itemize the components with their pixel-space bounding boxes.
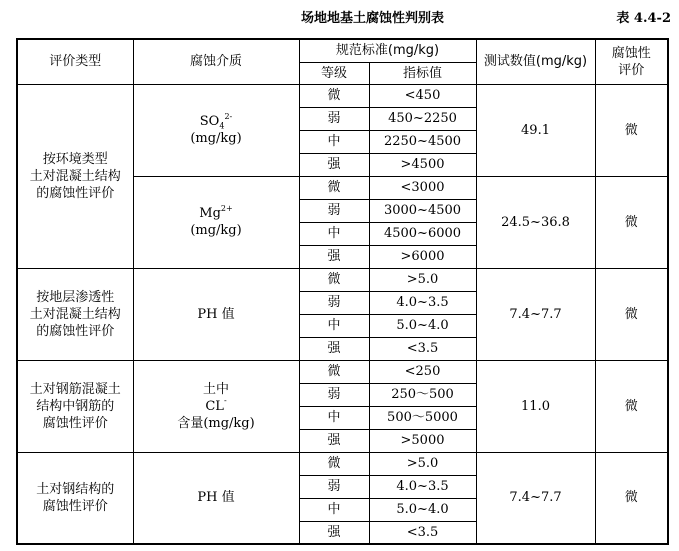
header-index: 指标值: [369, 62, 476, 84]
index-value-cell: <3000: [369, 176, 476, 199]
header-evaluation-line: 腐蚀性: [611, 45, 651, 61]
grade-cell: 中: [299, 222, 369, 245]
header-grade: 等级: [299, 62, 369, 84]
index-value-cell: <450: [369, 84, 476, 107]
evaluation-type-line: 腐蚀性评价: [42, 415, 108, 431]
grade-cell: 弱: [299, 383, 369, 406]
index-value-cell: 5.0~4.0: [369, 498, 476, 521]
grade-cell: 强: [299, 245, 369, 268]
evaluation-type-line: 按环境类型: [42, 151, 108, 167]
measured-value-cell: 11.0: [476, 360, 595, 452]
measured-value-cell: 7.4~7.7: [476, 452, 595, 544]
index-value-cell: <250: [369, 360, 476, 383]
evaluation-type-line: 按地层渗透性: [36, 289, 115, 305]
grade-cell: 微: [299, 268, 369, 291]
grade-cell: 中: [299, 130, 369, 153]
table-title: 场地地基土腐蚀性判别表: [301, 11, 445, 26]
evaluation-type-line: 土对钢结构的: [36, 481, 115, 497]
medium-name-line: PH 值: [197, 306, 235, 322]
medium-name: $SO_4^{2-}$: [199, 111, 233, 131]
grade-cell: 微: [299, 176, 369, 199]
header-row: [17, 39, 668, 62]
medium-superscript: -: [223, 396, 227, 406]
evaluation-type-line: 的腐蚀性评价: [36, 185, 115, 201]
evaluation-type-line: 土对混凝土结构: [29, 168, 121, 184]
index-value-cell: >6000: [369, 245, 476, 268]
grade-cell: 强: [299, 337, 369, 360]
evaluation-type-line: 结构中钢筋的: [36, 398, 115, 414]
header-evaluation-line: 评价: [618, 62, 645, 78]
evaluation-type-cell: [17, 452, 133, 544]
index-value-cell: 500～5000: [369, 406, 476, 429]
evaluation-type-cell: [17, 360, 133, 452]
evaluation-type-cell: [17, 84, 133, 268]
index-value-cell: >5.0: [369, 452, 476, 475]
medium-superscript: 2-: [224, 111, 233, 121]
corrosive-medium-cell: [133, 452, 299, 544]
measured-value-cell: 7.4~7.7: [476, 268, 595, 360]
corrosivity-evaluation-cell: 微: [595, 84, 668, 176]
grade-cell: 弱: [299, 291, 369, 314]
medium-name: $Mg^{2+}$: [199, 203, 233, 221]
grade-cell: 强: [299, 153, 369, 176]
header-evaluation: [595, 39, 668, 84]
table-row: [17, 268, 668, 291]
corrosivity-evaluation-cell: 微: [595, 360, 668, 452]
header-type: 评价类型: [17, 39, 133, 84]
corrosive-medium-cell: [133, 176, 299, 268]
index-value-cell: >4500: [369, 153, 476, 176]
header-standard: 规范标准(mg/kg): [299, 39, 476, 62]
evaluation-type-cell: [17, 268, 133, 360]
index-value-cell: 3000~4500: [369, 199, 476, 222]
corrosivity-evaluation-cell: 微: [595, 452, 668, 544]
grade-cell: 弱: [299, 199, 369, 222]
corrosivity-table: [16, 38, 669, 545]
measured-value-cell: 49.1: [476, 84, 595, 176]
medium-name-line: 土中: [202, 381, 229, 397]
index-value-cell: 4.0~3.5: [369, 475, 476, 498]
index-value-cell: <3.5: [369, 521, 476, 544]
index-value-cell: 250～500: [369, 383, 476, 406]
index-value-cell: 4.0~3.5: [369, 291, 476, 314]
evaluation-type-line: 土对钢筋混凝土: [29, 381, 121, 397]
header-medium: 腐蚀介质: [133, 39, 299, 84]
corrosivity-evaluation-cell: 微: [595, 268, 668, 360]
index-value-cell: 2250~4500: [369, 130, 476, 153]
table-row: [17, 84, 668, 107]
medium-name-line: CL-: [205, 396, 227, 414]
grade-cell: 弱: [299, 107, 369, 130]
index-value-cell: <3.5: [369, 337, 476, 360]
grade-cell: 微: [299, 452, 369, 475]
grade-cell: 微: [299, 360, 369, 383]
grade-cell: 强: [299, 429, 369, 452]
table-row: [17, 360, 668, 383]
grade-cell: 弱: [299, 475, 369, 498]
table-number: 表 4.4-2: [616, 11, 671, 26]
table-caption: [0, 9, 679, 31]
index-value-cell: >5000: [369, 429, 476, 452]
table-row: [17, 452, 668, 475]
index-value-cell: 4500~6000: [369, 222, 476, 245]
evaluation-type-line: 的腐蚀性评价: [36, 323, 115, 339]
corrosive-medium-cell: [133, 84, 299, 176]
grade-cell: 强: [299, 521, 369, 544]
table-body: [17, 39, 668, 544]
grade-cell: 中: [299, 406, 369, 429]
medium-superscript: 2+: [220, 203, 233, 213]
medium-unit: (mg/kg): [190, 131, 242, 146]
evaluation-type-line: 腐蚀性评价: [42, 498, 108, 514]
index-value-cell: 450~2250: [369, 107, 476, 130]
corrosivity-evaluation-cell: 微: [595, 176, 668, 268]
index-value-cell: 5.0~4.0: [369, 314, 476, 337]
medium-name-line: 含量(mg/kg): [177, 415, 255, 431]
grade-cell: 中: [299, 498, 369, 521]
evaluation-type-line: 土对混凝土结构: [29, 306, 121, 322]
grade-cell: 中: [299, 314, 369, 337]
corrosive-medium-cell: [133, 360, 299, 452]
index-value-cell: >5.0: [369, 268, 476, 291]
measured-value-cell: 24.5~36.8: [476, 176, 595, 268]
medium-subscript: 4: [219, 121, 225, 131]
medium-unit: (mg/kg): [190, 223, 242, 238]
corrosive-medium-cell: [133, 268, 299, 360]
medium-name-line: PH 值: [197, 490, 235, 506]
grade-cell: 微: [299, 84, 369, 107]
header-measured: 测试数值(mg/kg): [476, 39, 595, 84]
